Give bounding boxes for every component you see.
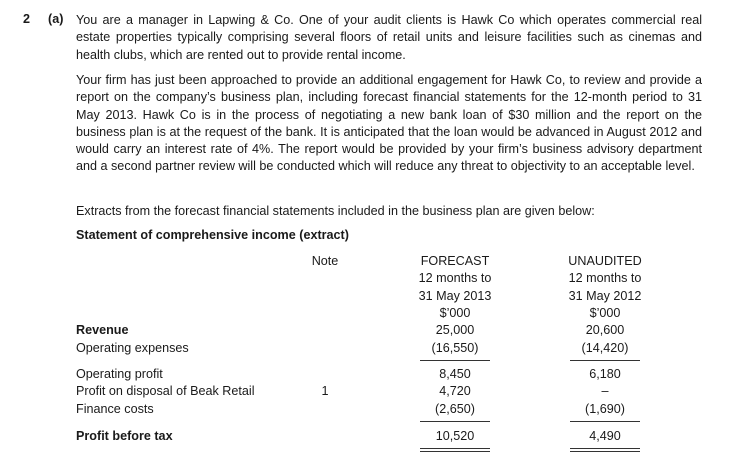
statement-title: Statement of comprehensive income (extract) [76,228,349,242]
subtotal-rule [420,360,490,361]
subtotal-rule [570,421,640,422]
row-label-profit-on-disposal: Profit on disposal of Beak Retail [76,384,255,398]
forecast-value: 8,450 [439,367,471,381]
unaudited-header [546,253,664,322]
unaudited-value: (1,690) [585,402,625,416]
unaudited-value: (14,420) [581,341,629,355]
unaudited-header-line: 12 months to [568,271,642,286]
forecast-header-line: 31 May 2013 [418,288,492,303]
unaudited-header-line: 31 May 2012 [568,288,642,303]
note-header: Note [311,254,339,268]
engagement-paragraph: Your firm has just been approached to provide an additional engagement for Hawk Co, to review and provide a report on the company’s business plan, including forecast financial statements for the 12-month period to 31 May 2013. Hawk Co is in the process of negotiating a new bank loan of $30 million and the report on the business plan is at the request of the bank. It is anticipated that the loan would be advanced in August 2012 and would carry an interest rate of 4%. The report would be provided by your firm’s business advisory department and a second partner review will be conducted which will reduce any threat to objectivity to an acceptable level. [76,73,702,174]
forecast-header-line: 12 months to [418,271,492,286]
forecast-value: 4,720 [439,384,471,398]
forecast-header-line: $’000 [439,305,471,320]
row-label-revenue: Revenue [76,323,129,337]
unaudited-value: 20,600 [585,323,625,337]
note-reference: 1 [321,384,329,398]
forecast-header-line: FORECAST [420,254,490,268]
total-double-rule [570,448,640,452]
unaudited-header-line: $’000 [589,305,621,320]
forecast-header [396,253,514,322]
subtotal-rule [570,360,640,361]
unaudited-value: 6,180 [589,367,621,381]
intro-paragraph: You are a manager in Lapwing & Co. One of your audit clients is Hawk Co which operates commercial real estate properties typically comprising several floors of retail units and leisure facilities such as cinemas and health clubs, which are rented out to provide rental income. [76,13,702,62]
forecast-value: (16,550) [431,341,479,355]
unaudited-value: – [601,384,609,398]
row-label-profit-before-tax: Profit before tax [76,429,173,443]
unaudited-value: 4,490 [589,429,621,443]
forecast-value: (2,650) [435,402,475,416]
forecast-value: 10,520 [435,429,475,443]
question-number: 2 [23,12,31,26]
total-double-rule [420,448,490,452]
forecast-value: 25,000 [435,323,475,337]
subtotal-rule [420,421,490,422]
row-label-operating-profit: Operating profit [76,367,163,381]
row-label-finance-costs: Finance costs [76,402,154,416]
unaudited-header-line: UNAUDITED [568,254,642,268]
extracts-paragraph: Extracts from the forecast financial statements included in the business plan are given below: [76,204,595,218]
question-part: (a) [48,12,64,26]
row-label-operating-expenses: Operating expenses [76,341,189,355]
